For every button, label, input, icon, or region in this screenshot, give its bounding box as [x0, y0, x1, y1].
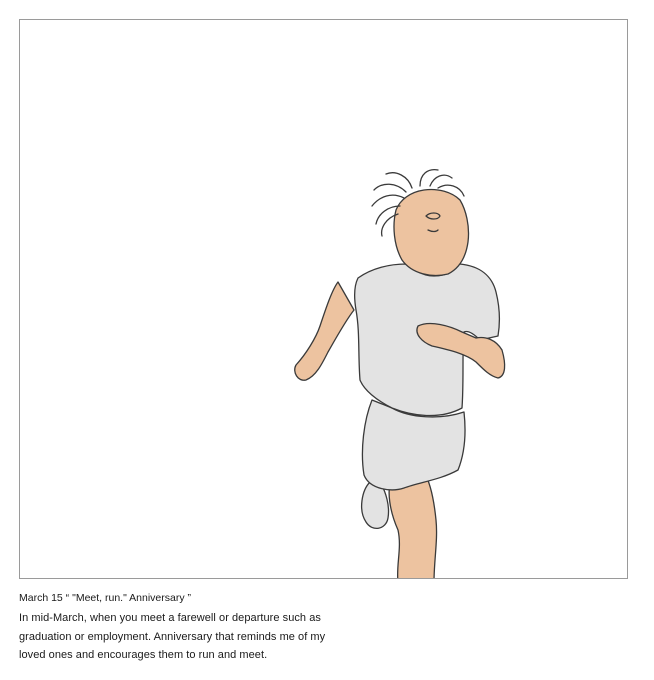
caption-title: March 15 “ "Meet, run." Anniversary ”	[19, 592, 192, 604]
running-person-illustration	[20, 20, 628, 579]
illustration-frame	[19, 19, 628, 579]
back-arm	[295, 282, 354, 380]
head	[394, 189, 469, 275]
caption-body: In mid-March, when you meet a farewell or departure such as graduation or employment. Anniversary that reminds me of my loved ones and encourages them to run and meet.	[19, 612, 326, 661]
caption	[19, 591, 619, 665]
